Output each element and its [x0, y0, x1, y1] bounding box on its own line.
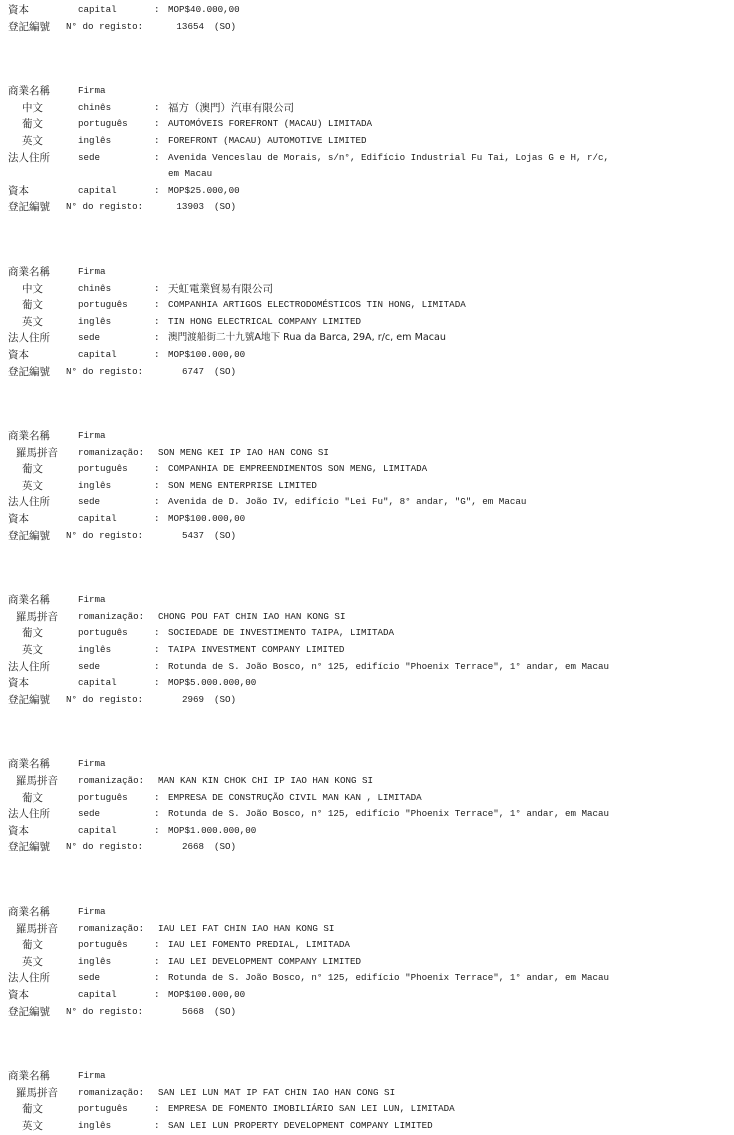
firma-row	[8, 428, 728, 445]
capital-label-cn: 資本	[8, 677, 29, 690]
registo-number: 5437	[181, 529, 204, 541]
registo-number: 2668	[181, 841, 204, 853]
ingles-label-cn: 英文	[22, 955, 43, 968]
capital-label-cn: 資本	[8, 824, 29, 837]
colon: :	[154, 824, 160, 836]
capital-value: MOP$100.000,00	[168, 988, 246, 1000]
firma-label-cn: 商業名稱	[8, 758, 50, 771]
ingles-name: TIN HONG ELECTRICAL COMPANY LIMITED	[168, 315, 361, 327]
capital-label-cn: 資本	[8, 348, 29, 361]
sede-address: Rotunda de S. João Bosco, n° 125, edifício "Phoenix Terrace", 1° andar, em Macau	[168, 808, 610, 820]
registo-number: 2969	[181, 693, 204, 705]
romanizacao-label-cn: 羅馬拼音	[16, 446, 58, 459]
chines-name: 福方（澳門）汽車有限公司	[168, 101, 294, 114]
registo-label-pt: N° do registo:	[66, 693, 144, 705]
capital-value: MOP$100.000,00	[168, 513, 246, 525]
colon: :	[154, 513, 160, 525]
romanizacao-name: IAU LEI FAT CHIN IAO HAN KONG SI	[158, 922, 335, 934]
colon: :	[154, 939, 160, 951]
chines-row	[8, 281, 728, 298]
sede-label-pt: sede	[78, 496, 101, 508]
chines-name: 天虹電業貿易有限公司	[168, 282, 273, 295]
firma-row	[8, 264, 728, 281]
capital-label-pt: capital	[78, 513, 117, 525]
capital-label-pt: capital	[78, 4, 117, 15]
portugues-name: AUTOMÓVEIS FOREFRONT (MACAU) LIMITADA	[168, 118, 372, 130]
firma-label-pt: Firma	[78, 758, 106, 770]
portugues-row	[8, 790, 728, 807]
ingles-row	[8, 478, 728, 495]
sede-label-cn: 法人住所	[8, 808, 50, 821]
registo-tag: (SO)	[214, 20, 237, 32]
registry-entry	[8, 592, 728, 708]
portugues-name: COMPANHIA ARTIGOS ELECTRODOMÉSTICOS TIN HONG, LIMITADA	[168, 299, 466, 311]
firma-label-cn: 商業名稱	[8, 430, 50, 443]
portugues-label-cn: 葡文	[22, 299, 43, 312]
capital-label-cn: 資本	[8, 513, 29, 526]
colon: :	[154, 479, 160, 491]
portugues-row	[8, 297, 728, 314]
portugues-label-pt: português	[78, 299, 128, 311]
ingles-label-pt: inglês	[78, 134, 112, 146]
firma-label-cn: 商業名稱	[8, 594, 50, 607]
capital-row	[8, 2, 728, 19]
firma-label-cn: 商業名稱	[8, 265, 50, 278]
registo-row	[8, 1004, 728, 1021]
romanizacao-name: CHONG POU FAT CHIN IAO HAN KONG SI	[158, 610, 346, 622]
colon: :	[154, 988, 160, 1000]
registo-label-pt: N° do registo:	[66, 20, 144, 32]
portugues-row	[8, 116, 728, 133]
portugues-label-cn: 葡文	[22, 118, 43, 131]
capital-row	[8, 511, 728, 528]
firma-row	[8, 83, 728, 100]
portugues-row	[8, 461, 728, 478]
portugues-label-pt: português	[78, 1103, 128, 1115]
registo-label-cn: 登記編號	[8, 365, 50, 378]
colon: :	[154, 677, 160, 689]
ingles-label-cn: 英文	[22, 1119, 43, 1132]
sede-address: Rotunda de S. João Bosco, n° 125, edifício "Phoenix Terrace", 1° andar, em Macau	[168, 660, 610, 672]
registry-entry	[8, 428, 728, 544]
ingles-name: TAIPA INVESTMENT COMPANY LIMITED	[168, 644, 345, 656]
ingles-label-pt: inglês	[78, 955, 112, 967]
colon: :	[154, 315, 160, 327]
sede-label-cn: 法人住所	[8, 151, 50, 164]
registo-tag: (SO)	[214, 693, 237, 705]
colon: :	[154, 348, 160, 360]
colon: :	[154, 184, 160, 196]
ingles-row	[8, 133, 728, 150]
firma-row	[8, 1068, 728, 1085]
chines-row	[8, 100, 728, 117]
colon: :	[154, 955, 160, 967]
romanizacao-label-cn: 羅馬拼音	[16, 775, 58, 787]
portugues-label-pt: português	[78, 627, 128, 639]
firma-label-pt: Firma	[78, 594, 106, 606]
chines-label-pt: chinês	[78, 282, 112, 294]
sede-row	[8, 659, 728, 676]
firma-label-pt: Firma	[78, 1070, 106, 1082]
registo-label-cn: 登記編號	[8, 20, 50, 33]
registry-entry	[8, 264, 728, 380]
capital-value: MOP$40.000,00	[168, 4, 240, 15]
romanizacao-label-pt: romanização:	[78, 775, 145, 786]
capital-value: MOP$5.000.000,00	[168, 677, 257, 689]
portugues-label-cn: 葡文	[22, 1103, 43, 1116]
capital-value: MOP$1.000.000,00	[168, 824, 257, 836]
registry-entry	[8, 756, 728, 856]
portugues-name: EMPRESA DE CONSTRUÇÃO CIVIL MAN KAN , LIMITADA	[168, 791, 422, 803]
firma-label-pt: Firma	[78, 265, 106, 277]
registry-document	[8, 2, 728, 1135]
chines-label-pt: chinês	[78, 101, 112, 113]
ingles-row	[8, 642, 728, 659]
colon: :	[154, 496, 160, 508]
romanizacao-name: MAN KAN KIN CHOK CHI IP IAO HAN KONG SI	[158, 775, 374, 786]
capital-label-cn: 資本	[8, 988, 29, 1001]
registo-label-cn: 登記編號	[8, 529, 50, 542]
registo-tag: (SO)	[214, 841, 237, 853]
capital-label-pt: capital	[78, 677, 117, 689]
sede-label-pt: sede	[78, 332, 101, 344]
registo-label-pt: N° do registo:	[66, 529, 144, 541]
firma-label-cn: 商業名稱	[8, 905, 50, 918]
sede-label-cn: 法人住所	[8, 660, 50, 673]
ingles-label-pt: inglês	[78, 479, 112, 491]
portugues-label-pt: português	[78, 463, 128, 475]
romanizacao-row	[8, 921, 728, 938]
portugues-label-pt: português	[78, 939, 128, 951]
registo-row	[8, 692, 728, 709]
romanizacao-label-cn: 羅馬拼音	[16, 922, 58, 935]
registo-number: 13654	[176, 20, 204, 32]
colon: :	[154, 791, 160, 803]
registo-label-pt: N° do registo:	[66, 1005, 144, 1017]
capital-label-cn: 資本	[8, 4, 29, 16]
romanizacao-label-pt: romanização:	[78, 446, 145, 458]
firma-row	[8, 904, 728, 921]
romanizacao-label-pt: romanização:	[78, 1086, 145, 1098]
registo-tag: (SO)	[214, 1005, 237, 1017]
portugues-label-cn: 葡文	[22, 791, 43, 804]
portugues-name: IAU LEI FOMENTO PREDIAL, LIMITADA	[168, 939, 350, 951]
colon: :	[154, 972, 160, 984]
capital-label-pt: capital	[78, 988, 117, 1000]
portugues-row	[8, 625, 728, 642]
romanizacao-label-cn: 羅馬拼音	[16, 610, 58, 623]
portugues-label-cn: 葡文	[22, 627, 43, 640]
registo-tag: (SO)	[214, 201, 237, 213]
capital-label-pt: capital	[78, 824, 117, 836]
ingles-name: IAU LEI DEVELOPMENT COMPANY LIMITED	[168, 955, 361, 967]
ingles-label-cn: 英文	[22, 644, 43, 657]
colon: :	[154, 4, 160, 15]
portugues-label-pt: português	[78, 791, 128, 803]
ingles-row	[8, 1118, 728, 1135]
sede-label-pt: sede	[78, 808, 101, 820]
colon: :	[154, 134, 160, 146]
registo-label-cn: 登記編號	[8, 1005, 50, 1018]
ingles-row	[8, 954, 728, 971]
capital-row	[8, 675, 728, 692]
capital-row	[8, 183, 728, 200]
colon: :	[154, 463, 160, 475]
registo-label-cn: 登記編號	[8, 841, 50, 854]
colon: :	[154, 644, 160, 656]
portugues-name: SOCIEDADE DE INVESTIMENTO TAIPA, LIMITADA	[168, 627, 395, 639]
registo-row	[8, 19, 728, 36]
sede-label-pt: sede	[78, 151, 101, 163]
firma-label-cn: 商業名稱	[8, 1070, 50, 1083]
colon: :	[154, 1119, 160, 1131]
sede-address-continued: em Macau	[168, 168, 213, 180]
registo-tag: (SO)	[214, 365, 237, 377]
romanizacao-row	[8, 1085, 728, 1102]
capital-label-pt: capital	[78, 184, 117, 196]
colon: :	[154, 627, 160, 639]
capital-row	[8, 347, 728, 364]
registo-row	[8, 528, 728, 545]
ingles-name: SON MENG ENTERPRISE LIMITED	[168, 479, 317, 491]
sede-row	[8, 330, 728, 347]
portugues-name: EMPRESA DE FOMENTO IMOBILIÁRIO SAN LEI LUN, LIMITADA	[168, 1103, 455, 1115]
registo-number: 13903	[176, 201, 204, 213]
sede-label-cn: 法人住所	[8, 496, 50, 509]
romanizacao-label-pt: romanização:	[78, 610, 145, 622]
registo-label-pt: N° do registo:	[66, 365, 144, 377]
registo-number: 6747	[181, 365, 204, 377]
capital-row	[8, 987, 728, 1004]
colon: :	[154, 1103, 160, 1115]
firma-row	[8, 756, 728, 773]
romanizacao-row	[8, 773, 728, 790]
ingles-name: SAN LEI LUN PROPERTY DEVELOPMENT COMPANY LIMITED	[168, 1119, 433, 1131]
ingles-name: FOREFRONT (MACAU) AUTOMOTIVE LIMITED	[168, 134, 367, 146]
registo-label-pt: N° do registo:	[66, 841, 144, 853]
registo-label-cn: 登記編號	[8, 201, 50, 214]
romanizacao-label-cn: 羅馬拼音	[16, 1086, 58, 1099]
ingles-label-pt: inglês	[78, 644, 112, 656]
ingles-label-pt: inglês	[78, 315, 112, 327]
romanizacao-row	[8, 609, 728, 626]
ingles-label-cn: 英文	[22, 315, 43, 328]
sede-label-cn: 法人住所	[8, 972, 50, 985]
registo-tag: (SO)	[214, 529, 237, 541]
capital-value: MOP$25.000,00	[168, 184, 240, 196]
ingles-row	[8, 314, 728, 331]
capital-label-pt: capital	[78, 348, 117, 360]
firma-label-pt: Firma	[78, 85, 106, 97]
sede-address: Avenida Venceslau de Morais, s/n°, Edifício Industrial Fu Tai, Lojas G e H, r/c,	[168, 151, 610, 163]
capital-value: MOP$100.000,00	[168, 348, 246, 360]
portugues-row	[8, 1101, 728, 1118]
romanizacao-name: SAN LEI LUN MAT IP FAT CHIN IAO HAN CONG SI	[158, 1086, 396, 1098]
capital-label-cn: 資本	[8, 184, 29, 197]
romanizacao-row	[8, 445, 728, 462]
portugues-label-cn: 葡文	[22, 939, 43, 952]
portugues-name: COMPANHIA DE EMPREENDIMENTOS SON MENG, LIMITADA	[168, 463, 428, 475]
registo-row	[8, 364, 728, 381]
romanizacao-label-pt: romanização:	[78, 922, 145, 934]
sede-row	[8, 150, 728, 167]
colon: :	[154, 332, 160, 344]
sede-label-pt: sede	[78, 972, 101, 984]
registry-entry	[8, 1068, 728, 1134]
ingles-label-pt: inglês	[78, 1119, 112, 1131]
ingles-label-cn: 英文	[22, 479, 43, 492]
registry-entry	[8, 83, 728, 216]
colon: :	[154, 299, 160, 311]
firma-row	[8, 592, 728, 609]
sede-row	[8, 494, 728, 511]
colon: :	[154, 118, 160, 130]
sede-address: 澳門渡船街二十九號A地下 Rua da Barca, 29A, r/c, em Macau	[168, 332, 446, 344]
colon: :	[154, 101, 160, 113]
chines-label-cn: 中文	[22, 282, 43, 295]
sede-label-cn: 法人住所	[8, 332, 50, 345]
portugues-row	[8, 937, 728, 954]
firma-label-cn: 商業名稱	[8, 85, 50, 98]
romanizacao-name: SON MENG KEI IP IAO HAN CONG SI	[158, 446, 329, 458]
sede-label-pt: sede	[78, 660, 101, 672]
portugues-label-cn: 葡文	[22, 463, 43, 476]
colon: :	[154, 151, 160, 163]
registo-label-pt: N° do registo:	[66, 201, 144, 213]
ingles-label-cn: 英文	[22, 134, 43, 147]
firma-label-pt: Firma	[78, 905, 106, 917]
sede-continuation-row	[8, 166, 728, 183]
sede-address: Rotunda de S. João Bosco, n° 125, edifício "Phoenix Terrace", 1° andar, em Macau	[168, 972, 610, 984]
chines-label-cn: 中文	[22, 101, 43, 114]
capital-row	[8, 823, 728, 840]
colon: :	[154, 660, 160, 672]
colon: :	[154, 282, 160, 294]
firma-label-pt: Firma	[78, 430, 106, 442]
colon: :	[154, 808, 160, 820]
registo-row	[8, 839, 728, 856]
sede-address: Avenida de D. João IV, edifício "Lei Fu", 8° andar, "G", em Macau	[168, 496, 527, 508]
sede-row	[8, 806, 728, 823]
sede-row	[8, 970, 728, 987]
registo-row	[8, 199, 728, 216]
portugues-label-pt: português	[78, 118, 128, 130]
registry-entry	[8, 904, 728, 1020]
registo-label-cn: 登記編號	[8, 693, 50, 706]
registo-number: 5668	[181, 1005, 204, 1017]
